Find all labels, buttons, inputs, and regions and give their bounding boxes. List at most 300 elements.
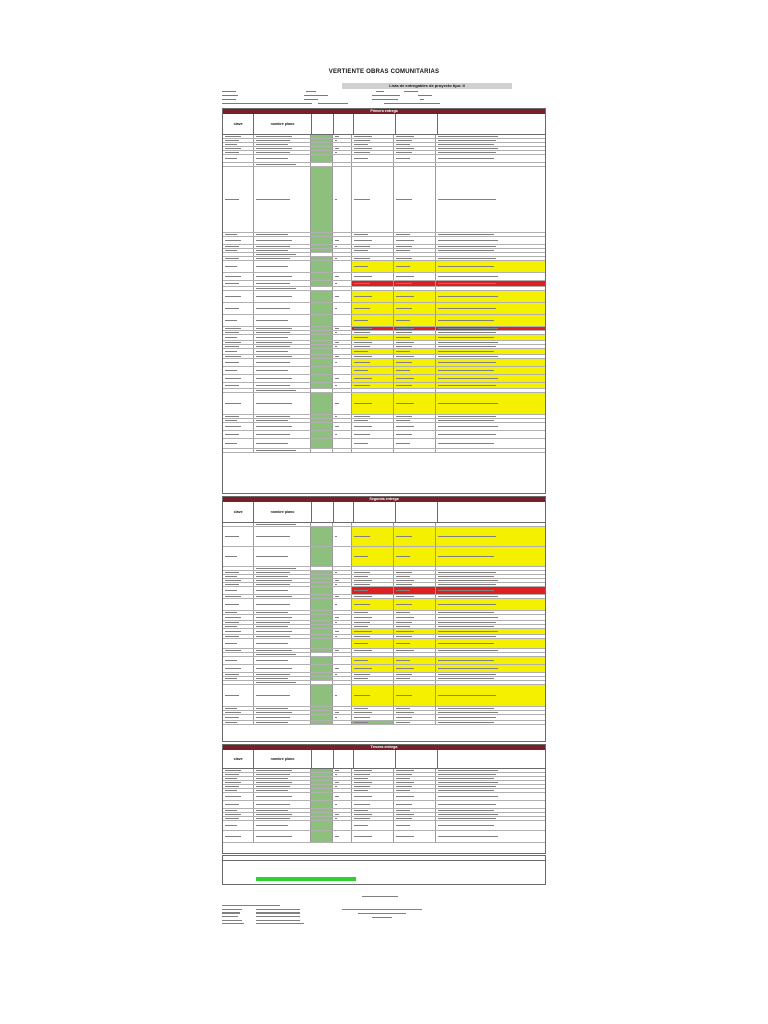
table-cell xyxy=(311,649,333,652)
table-cell xyxy=(394,439,436,448)
text-placeholder xyxy=(335,283,337,284)
text-placeholder xyxy=(225,403,241,404)
column-header-nombre-plano: nombre plano xyxy=(254,750,312,768)
table-cell xyxy=(223,657,254,664)
table-cell xyxy=(223,817,254,820)
text-placeholder xyxy=(396,810,410,811)
text-placeholder xyxy=(396,617,414,618)
table-cell xyxy=(352,571,394,574)
table-cell xyxy=(436,303,545,314)
table-cell xyxy=(311,257,333,260)
table-cell xyxy=(394,587,436,594)
table-cell xyxy=(436,673,545,676)
table-row xyxy=(223,639,545,649)
table-cell xyxy=(311,773,333,776)
text-placeholder xyxy=(354,580,372,581)
table-cell xyxy=(311,249,333,252)
table-cell xyxy=(333,629,352,634)
text-placeholder xyxy=(256,572,290,573)
text-placeholder xyxy=(225,308,239,309)
table-cell xyxy=(311,431,333,438)
text-placeholder xyxy=(438,636,496,637)
table-row xyxy=(223,587,545,595)
text-placeholder xyxy=(225,778,237,779)
text-placeholder xyxy=(225,320,237,321)
table-body xyxy=(223,769,545,843)
table-cell xyxy=(311,653,333,656)
table-cell xyxy=(254,677,312,680)
text-placeholder xyxy=(396,796,414,797)
table-cell xyxy=(394,291,436,302)
text-placeholder xyxy=(335,342,339,343)
text-placeholder xyxy=(354,678,368,679)
column-header-fecha-revision xyxy=(396,114,438,134)
table-cell xyxy=(394,287,436,290)
text-placeholder xyxy=(396,240,414,241)
table-cell xyxy=(352,769,394,772)
footer-band xyxy=(223,856,545,861)
text-placeholder xyxy=(438,678,494,679)
text-placeholder xyxy=(354,328,372,329)
text-placeholder xyxy=(396,426,414,427)
table-row xyxy=(223,665,545,673)
table-cell xyxy=(223,629,254,634)
text-placeholder xyxy=(396,590,410,591)
table-cell xyxy=(352,143,394,146)
table-cell xyxy=(254,625,312,628)
table-cell xyxy=(394,789,436,792)
table-cell xyxy=(311,261,333,272)
text-placeholder xyxy=(335,604,337,605)
section-header-bar xyxy=(223,109,545,114)
text-placeholder xyxy=(225,674,239,675)
table-cell xyxy=(352,599,394,610)
text-placeholder xyxy=(256,536,290,537)
text-placeholder xyxy=(354,136,372,137)
table-cell xyxy=(333,245,352,248)
text-placeholder xyxy=(225,266,237,267)
table-cell xyxy=(333,653,352,656)
table-cell xyxy=(333,449,352,452)
text-placeholder xyxy=(438,346,496,347)
table-cell xyxy=(254,583,312,586)
table-cell xyxy=(352,625,394,628)
table-cell xyxy=(394,599,436,610)
table-cell xyxy=(254,331,312,334)
text-placeholder xyxy=(438,695,496,696)
text-placeholder xyxy=(256,836,292,837)
table-cell xyxy=(311,389,333,392)
text-placeholder xyxy=(256,320,288,321)
table-cell xyxy=(352,359,394,366)
text-placeholder xyxy=(354,416,370,417)
table-cell xyxy=(254,253,312,256)
text-placeholder xyxy=(256,362,290,363)
text-placeholder xyxy=(335,804,337,805)
table-cell xyxy=(333,575,352,578)
table-cell xyxy=(223,135,254,138)
text-placeholder xyxy=(354,199,370,200)
table-cell xyxy=(311,817,333,820)
table-body xyxy=(223,135,545,453)
text-placeholder xyxy=(335,426,339,427)
text-placeholder xyxy=(396,576,410,577)
text-placeholder xyxy=(438,362,496,363)
table-cell xyxy=(394,245,436,248)
table-cell xyxy=(436,281,545,286)
table-cell xyxy=(311,831,333,842)
text-placeholder xyxy=(225,572,239,573)
table-row xyxy=(223,821,545,831)
text-placeholder xyxy=(438,136,498,137)
table-cell xyxy=(333,155,352,162)
table-cell xyxy=(311,575,333,578)
table-cell xyxy=(223,261,254,272)
text-placeholder xyxy=(354,825,368,826)
table-cell xyxy=(436,711,545,714)
table-cell xyxy=(352,773,394,776)
text-placeholder xyxy=(354,668,372,669)
table-cell xyxy=(352,831,394,842)
text-placeholder xyxy=(225,328,241,329)
table-cell xyxy=(333,707,352,710)
table-cell xyxy=(223,163,254,166)
text-placeholder xyxy=(225,782,241,783)
table-cell xyxy=(333,415,352,418)
table-cell xyxy=(436,139,545,142)
table-cell xyxy=(223,253,254,256)
table-cell xyxy=(254,383,312,388)
table-cell xyxy=(333,287,352,290)
table-cell xyxy=(352,523,394,526)
text-placeholder xyxy=(354,536,370,537)
text-placeholder xyxy=(256,148,292,149)
table-cell xyxy=(311,685,333,706)
text-placeholder xyxy=(396,332,412,333)
text-placeholder xyxy=(225,580,241,581)
table-cell xyxy=(394,575,436,578)
table-cell xyxy=(394,167,436,232)
text-placeholder xyxy=(335,152,337,153)
text-placeholder xyxy=(225,814,241,815)
table-cell xyxy=(223,721,254,724)
text-placeholder xyxy=(256,804,290,805)
text-placeholder xyxy=(354,346,370,347)
text-placeholder xyxy=(438,717,496,718)
table-cell xyxy=(394,383,436,388)
table-row xyxy=(223,721,545,725)
table-cell xyxy=(436,423,545,430)
text-placeholder xyxy=(335,818,337,819)
table-cell xyxy=(394,147,436,150)
table-cell xyxy=(311,245,333,248)
table-cell xyxy=(223,653,254,656)
table-cell xyxy=(436,233,545,236)
text-placeholder xyxy=(256,722,288,723)
text-placeholder xyxy=(354,148,372,149)
text-placeholder xyxy=(256,378,292,379)
table-cell xyxy=(436,147,545,150)
table-cell xyxy=(436,595,545,598)
text-placeholder xyxy=(256,770,292,771)
table-cell xyxy=(254,345,312,348)
text-placeholder xyxy=(354,814,372,815)
text-placeholder xyxy=(225,712,241,713)
table-cell xyxy=(311,163,333,166)
table-cell xyxy=(333,813,352,816)
text-placeholder xyxy=(396,836,414,837)
text-placeholder xyxy=(396,584,412,585)
text-placeholder xyxy=(256,356,292,357)
table-cell xyxy=(394,781,436,784)
text-placeholder xyxy=(438,668,498,669)
table-cell xyxy=(254,777,312,780)
text-placeholder xyxy=(256,717,290,718)
table-cell xyxy=(352,777,394,780)
table-cell xyxy=(223,281,254,286)
text-placeholder xyxy=(225,556,237,557)
table-cell xyxy=(436,163,545,166)
text-placeholder xyxy=(396,825,410,826)
table-cell xyxy=(394,649,436,652)
table-cell xyxy=(436,831,545,842)
text-placeholder xyxy=(396,626,410,627)
table-cell xyxy=(436,237,545,244)
table-cell xyxy=(311,155,333,162)
text-placeholder xyxy=(354,596,372,597)
table-cell xyxy=(352,383,394,388)
text-placeholder xyxy=(354,403,372,404)
table-cell xyxy=(311,375,333,382)
table-cell xyxy=(394,801,436,808)
table-cell xyxy=(311,355,333,358)
table-cell xyxy=(352,431,394,438)
table-cell xyxy=(352,611,394,614)
text-placeholder xyxy=(256,782,292,783)
text-placeholder xyxy=(354,420,368,421)
text-placeholder xyxy=(396,650,414,651)
table-cell xyxy=(436,707,545,710)
table-cell xyxy=(394,817,436,820)
text-placeholder xyxy=(354,308,370,309)
table-row xyxy=(223,657,545,665)
text-placeholder xyxy=(438,296,498,297)
table-cell xyxy=(394,595,436,598)
table-cell xyxy=(394,721,436,724)
table-cell xyxy=(311,657,333,664)
table-cell xyxy=(311,287,333,290)
table-cell xyxy=(436,439,545,448)
table-cell xyxy=(311,707,333,710)
table-cell xyxy=(333,777,352,780)
table-cell xyxy=(254,315,312,326)
text-placeholder xyxy=(335,712,339,713)
table-cell xyxy=(394,571,436,574)
table-cell xyxy=(394,253,436,256)
text-placeholder xyxy=(438,786,496,787)
table-cell xyxy=(333,335,352,340)
text-placeholder xyxy=(354,617,372,618)
text-placeholder xyxy=(438,308,496,309)
table-cell xyxy=(352,257,394,260)
table-cell xyxy=(333,781,352,784)
text-placeholder xyxy=(225,385,239,386)
table-cell xyxy=(223,831,254,842)
table-cell xyxy=(436,341,545,344)
text-placeholder xyxy=(225,434,239,435)
text-placeholder xyxy=(396,148,414,149)
table-cell xyxy=(311,291,333,302)
text-placeholder xyxy=(354,612,368,613)
table-cell xyxy=(223,393,254,414)
text-placeholder xyxy=(256,580,292,581)
table-cell xyxy=(352,649,394,652)
text-placeholder xyxy=(256,144,288,145)
table-cell xyxy=(333,261,352,272)
text-placeholder xyxy=(335,246,337,247)
table-cell xyxy=(254,673,312,676)
table-cell xyxy=(254,715,312,720)
table-cell xyxy=(436,287,545,290)
table-cell xyxy=(223,151,254,154)
column-header-cumple xyxy=(312,750,334,768)
table-cell xyxy=(311,547,333,566)
table-row xyxy=(223,685,545,707)
text-placeholder xyxy=(256,596,292,597)
table-cell xyxy=(436,639,545,648)
table-cell xyxy=(436,579,545,582)
text-placeholder xyxy=(396,782,414,783)
text-placeholder xyxy=(396,276,414,277)
table-cell xyxy=(352,721,394,724)
table-cell xyxy=(223,245,254,248)
table-cell xyxy=(254,523,312,526)
table-cell xyxy=(311,621,333,624)
text-placeholder xyxy=(256,337,288,338)
text-placeholder xyxy=(354,786,370,787)
table-cell xyxy=(352,621,394,624)
text-placeholder xyxy=(335,782,339,783)
table-cell xyxy=(311,383,333,388)
text-placeholder xyxy=(335,140,337,141)
text-placeholder xyxy=(354,283,370,284)
table-cell xyxy=(311,303,333,314)
text-placeholder xyxy=(438,810,494,811)
text-placeholder xyxy=(354,385,370,386)
text-placeholder xyxy=(438,403,498,404)
column-header-fecha-revision xyxy=(396,502,438,522)
table-cell xyxy=(394,335,436,340)
table-row xyxy=(223,155,545,163)
table-cell xyxy=(254,587,312,594)
table-cell xyxy=(352,335,394,340)
table-cell xyxy=(394,331,436,334)
text-placeholder xyxy=(354,782,372,783)
text-placeholder xyxy=(396,678,410,679)
table-row xyxy=(223,527,545,547)
table-cell xyxy=(436,769,545,772)
text-placeholder xyxy=(354,804,370,805)
table-cell xyxy=(311,273,333,280)
text-placeholder xyxy=(225,443,237,444)
text-placeholder xyxy=(438,148,498,149)
text-placeholder xyxy=(438,778,494,779)
text-placeholder xyxy=(256,420,288,421)
text-placeholder xyxy=(396,403,414,404)
table-cell xyxy=(436,575,545,578)
text-placeholder xyxy=(225,678,237,679)
text-placeholder xyxy=(438,337,494,338)
text-placeholder xyxy=(396,770,414,771)
text-placeholder xyxy=(225,818,239,819)
table-cell xyxy=(352,415,394,418)
text-placeholder xyxy=(225,199,239,200)
table-cell xyxy=(333,821,352,830)
text-placeholder xyxy=(438,722,494,723)
text-placeholder xyxy=(225,378,241,379)
text-placeholder xyxy=(335,617,339,618)
text-placeholder xyxy=(256,814,292,815)
text-placeholder xyxy=(438,199,496,200)
table-cell xyxy=(333,375,352,382)
text-placeholder xyxy=(438,612,494,613)
text-placeholder xyxy=(335,356,339,357)
table-cell xyxy=(311,821,333,830)
table-cell xyxy=(352,677,394,680)
text-placeholder xyxy=(438,572,496,573)
table-cell xyxy=(254,249,312,252)
table-cell xyxy=(311,777,333,780)
table-cell xyxy=(333,665,352,672)
text-placeholder xyxy=(335,308,337,309)
text-placeholder xyxy=(225,362,239,363)
text-placeholder xyxy=(225,810,237,811)
table-cell xyxy=(436,657,545,664)
text-placeholder xyxy=(354,234,368,235)
table-cell xyxy=(333,163,352,166)
column-header-fecha-entrega xyxy=(354,114,396,134)
column-header-nombre-plano: nombre plano xyxy=(254,502,312,522)
table-cell xyxy=(311,523,333,526)
text-placeholder xyxy=(335,836,339,837)
table-cell xyxy=(436,389,545,392)
text-placeholder xyxy=(396,631,414,632)
table-cell xyxy=(311,367,333,374)
text-placeholder xyxy=(225,604,239,605)
table-cell xyxy=(352,583,394,586)
table-cell xyxy=(352,681,394,684)
section-tercera-entrega xyxy=(222,744,546,854)
table-cell xyxy=(436,249,545,252)
column-header-fecha-revision xyxy=(396,750,438,768)
table-cell xyxy=(254,801,312,808)
text-placeholder xyxy=(396,717,412,718)
column-header-planos xyxy=(334,114,354,134)
text-placeholder xyxy=(256,250,288,251)
text-placeholder xyxy=(396,308,412,309)
table-cell xyxy=(394,415,436,418)
text-placeholder xyxy=(396,328,414,329)
text-placeholder xyxy=(256,796,292,797)
table-cell xyxy=(223,583,254,586)
table-cell xyxy=(436,375,545,382)
text-placeholder xyxy=(396,266,410,267)
table-cell xyxy=(394,653,436,656)
table-cell xyxy=(394,611,436,614)
table-cell xyxy=(254,349,312,354)
text-placeholder xyxy=(225,351,237,352)
text-placeholder xyxy=(438,332,496,333)
